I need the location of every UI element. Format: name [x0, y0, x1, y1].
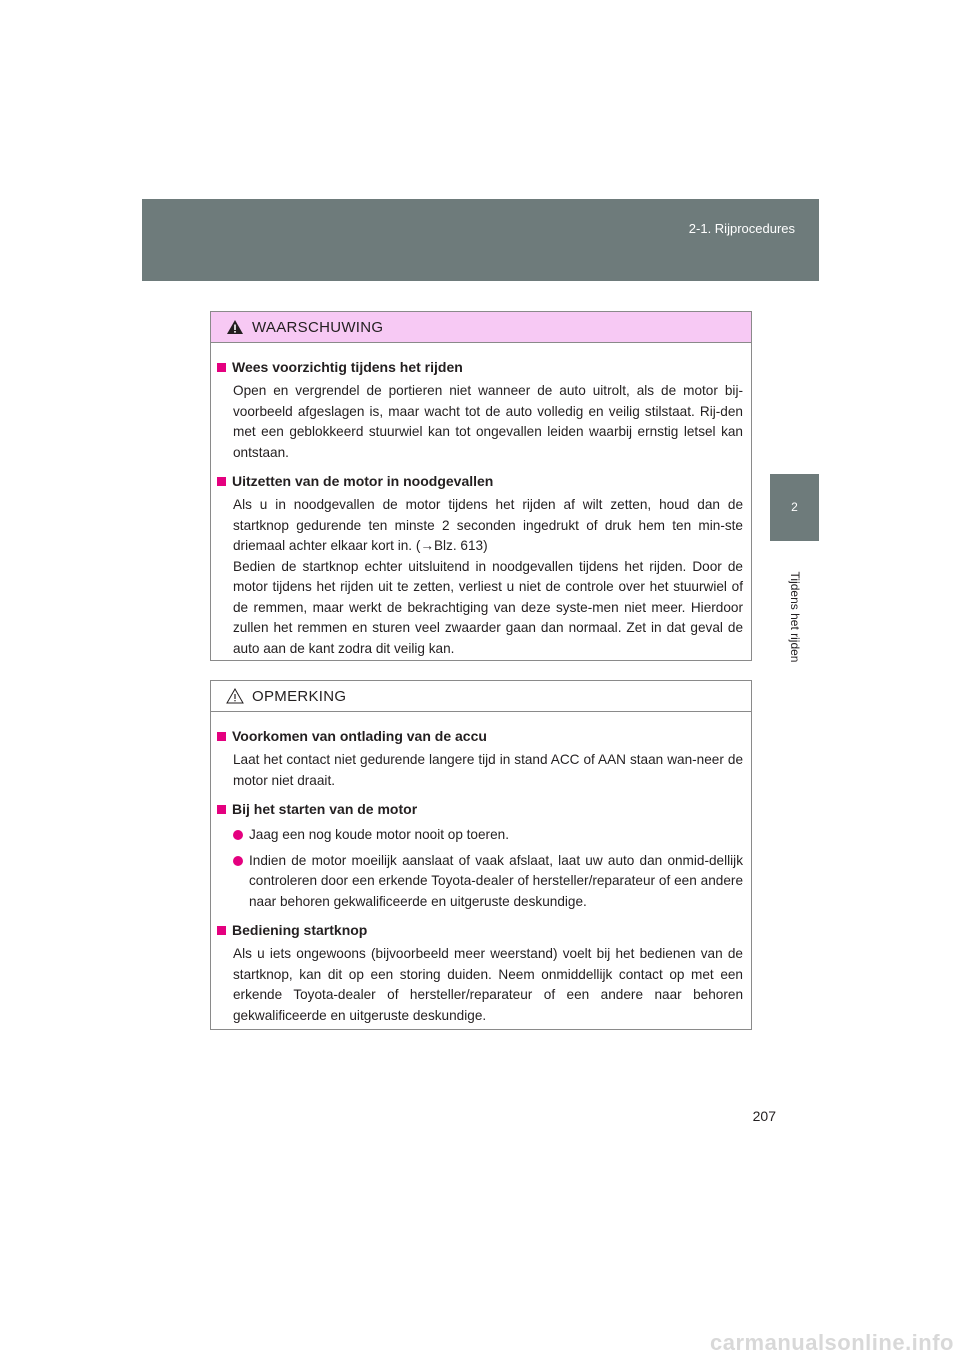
chapter-label-tab: [770, 541, 819, 693]
note-box: [210, 680, 752, 1030]
note-body: [211, 712, 751, 1026]
watermark-strip: [0, 1328, 960, 1358]
square-bullet-icon: [217, 477, 226, 486]
note-item-text: Als u iets ongewoons (bijvoorbeeld meer weerstand) voelt bij het bedienen van de startknop, kan dit op een storing duiden. Neem onmiddellijk contact op met een erkende Toyota-dealer of hersteller/reparateur of een andere naar behoren gekwalificeerde en uitgeruste deskundige.: [233, 946, 743, 1023]
caution-triangle-icon: [226, 688, 244, 704]
section-title: 2-1. Rijprocedures: [688, 221, 795, 236]
note-item-heading-text: Bij het starten van de motor: [232, 801, 418, 817]
warning-title: WAARSCHUWING: [252, 318, 384, 336]
round-bullet-icon: [233, 830, 243, 840]
note-bullet: [217, 851, 743, 913]
square-bullet-icon: [217, 805, 226, 814]
note-item-heading: [217, 920, 743, 941]
warning-item-heading-text: Wees voorzichtig tijdens het rijden: [232, 359, 463, 375]
watermark-text: carmanualsonline.info: [710, 1330, 954, 1355]
note-item-heading-text: Bediening startknop: [232, 922, 368, 938]
warning-item-heading: [217, 357, 743, 378]
note-item-heading: [217, 799, 743, 820]
warning-triangle-icon: [226, 319, 244, 335]
warning-item-heading: [217, 471, 743, 492]
note-item-text: Laat het contact niet gedurende langere tijd in stand ACC of AAN staan wan-neer de motor niet draait.: [233, 752, 743, 788]
note-bullet-text: Jaag een nog koude motor nooit op toeren.: [249, 827, 509, 842]
chapter-number-tab: 2: [770, 474, 819, 541]
square-bullet-icon: [217, 926, 226, 935]
note-header: [211, 681, 751, 712]
note-bullet-text: Indien de motor moeilijk aanslaat of vaak afslaat, laat uw auto dan onmid-dellijk controleren door een erkende Toyota-dealer of hersteller/reparateur of een andere naar behoren gekwalificeerde en uitgeruste deskundige.: [249, 852, 743, 909]
note-bullet: [217, 825, 743, 846]
warning-item-text-continued: Bedien de startknop echter uitsluitend in noodgevallen tijdens het rijden. Door de motor tijdens het rijden uit te zetten, verliest u niet de controle over het stuurwiel of de remmen, maar werkt de bekrachtiging van deze syste-men niet meer. Hierdoor zullen het remmen en sturen veel zwaarder gaan dan normaal. Zet in dat geval de auto aan de kant zodra dit veilig kan.: [233, 558, 743, 656]
note-title: OPMERKING: [252, 687, 347, 705]
square-bullet-icon: [217, 363, 226, 372]
warning-item-text: Als u in noodgevallen de motor tijdens het rijden af wilt zetten, houd dan de startknop gedurende ten minste 2 seconden ingedrukt of druk hem ten min-ste driemaal achter elkaar kort in. (→Blz. 613): [233, 497, 743, 553]
square-bullet-icon: [217, 732, 226, 741]
page-number: 207: [752, 1108, 776, 1124]
chapter-label: Tijdens het rijden: [787, 571, 802, 663]
note-item-heading-text: Voorkomen van ontlading van de accu: [232, 728, 487, 744]
warning-body: [211, 343, 751, 659]
section-header-bar: [142, 199, 819, 281]
warning-item-heading-text: Uitzetten van de motor in noodgevallen: [232, 473, 494, 489]
note-item-heading: [217, 726, 743, 747]
round-bullet-icon: [233, 856, 243, 866]
warning-box: [210, 311, 752, 661]
warning-item-text: Open en vergrendel de portieren niet wanneer de auto uitrolt, als de motor bij-voorbeeld afgeslagen is, maar wacht tot de auto volledig en veilig stilstaat. Rij-den met een geblokkeerd stuurwiel kan tot ongevallen leiden waarbij ernstig letsel kan ontstaan.: [233, 383, 743, 460]
warning-header: [211, 312, 751, 343]
